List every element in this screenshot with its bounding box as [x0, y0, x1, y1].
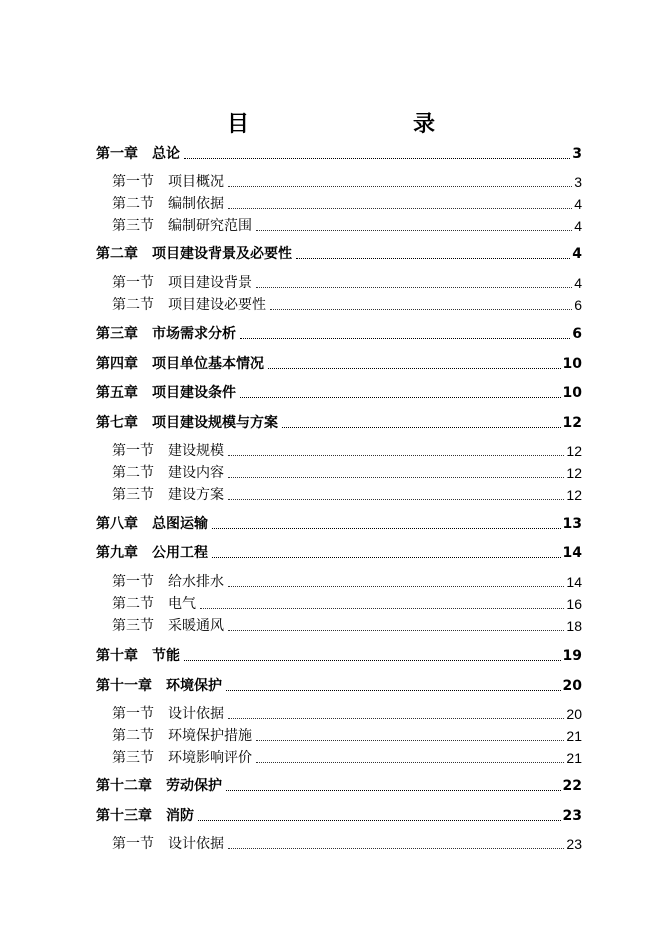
toc-entry-page: 16 — [566, 596, 582, 612]
toc-entry[interactable] — [112, 441, 582, 461]
toc-entry[interactable] — [96, 354, 582, 374]
toc-entry-label: 第十章 节能 — [96, 648, 180, 664]
toc-entry-page: 22 — [562, 778, 582, 794]
toc-entry[interactable] — [112, 194, 582, 214]
toc-entry-label: 第十二章 劳动保护 — [96, 778, 222, 794]
toc-entry-label: 第十一章 环境保护 — [96, 678, 222, 694]
toc-entry-label: 第一节 设计依据 — [112, 836, 224, 852]
toc-entry-label: 第一节 给水排水 — [112, 574, 224, 590]
dot-leader — [212, 528, 561, 529]
toc-entry-page: 4 — [572, 246, 582, 262]
toc-entry-page: 10 — [562, 356, 582, 372]
toc-entry[interactable] — [112, 704, 582, 724]
toc-entry-label: 第三节 编制研究范围 — [112, 218, 252, 234]
toc-entry-page: 21 — [566, 728, 582, 744]
toc-entry-page: 12 — [562, 415, 582, 431]
toc-entry-page: 18 — [566, 618, 582, 634]
toc-entry-label: 第三章 市场需求分析 — [96, 326, 236, 342]
toc-entry[interactable] — [96, 646, 582, 666]
dot-leader — [256, 287, 572, 288]
toc-entry-page: 12 — [566, 487, 582, 503]
toc-entry[interactable] — [112, 726, 582, 746]
toc-entry-page: 4 — [574, 275, 582, 291]
toc-entry[interactable] — [112, 834, 582, 854]
toc-entry-label: 第二节 编制依据 — [112, 196, 224, 212]
toc-entry-page: 12 — [566, 443, 582, 459]
toc-entry-page: 13 — [562, 516, 582, 532]
dot-leader — [282, 427, 561, 428]
toc-entry[interactable] — [112, 616, 582, 636]
dot-leader — [240, 338, 570, 339]
toc-entry[interactable] — [96, 543, 582, 563]
toc-entry[interactable] — [96, 806, 582, 826]
toc-entry-label: 第一节 建设规模 — [112, 443, 224, 459]
dot-leader — [228, 630, 564, 631]
toc-entry[interactable] — [112, 572, 582, 592]
toc-entry[interactable] — [112, 485, 582, 505]
dot-leader — [240, 397, 561, 398]
dot-leader — [228, 586, 564, 587]
toc-entry-label: 第一节 设计依据 — [112, 706, 224, 722]
toc-entry[interactable] — [96, 383, 582, 403]
toc-entry[interactable] — [96, 324, 582, 344]
toc-entry-label: 第八章 总图运输 — [96, 516, 208, 532]
toc-entry-page: 23 — [562, 808, 582, 824]
toc-entry-page: 4 — [574, 196, 582, 212]
toc-entry[interactable] — [96, 413, 582, 433]
dot-leader — [270, 309, 572, 310]
toc-entry-page: 20 — [562, 678, 582, 694]
toc-entry-page: 3 — [572, 146, 582, 162]
toc-entry[interactable] — [112, 594, 582, 614]
toc-entry[interactable] — [112, 463, 582, 483]
toc-entry-label: 第一章 总论 — [96, 146, 180, 162]
toc-entry[interactable] — [96, 514, 582, 534]
toc-entry-label: 第三节 建设方案 — [112, 487, 224, 503]
dot-leader — [228, 186, 572, 187]
dot-leader — [228, 718, 564, 719]
toc-entry-label: 第五章 项目建设条件 — [96, 385, 236, 401]
toc-entry-label: 第二节 项目建设必要性 — [112, 297, 266, 313]
toc-entry-page: 23 — [566, 836, 582, 852]
dot-leader — [228, 208, 572, 209]
toc-entry-label: 第四章 项目单位基本情况 — [96, 356, 264, 372]
toc-entry-label: 第一节 项目概况 — [112, 174, 224, 190]
dot-leader — [256, 762, 564, 763]
toc-entry-page: 19 — [562, 648, 582, 664]
toc-entry[interactable] — [112, 216, 582, 236]
toc-entry[interactable] — [96, 776, 582, 796]
toc-entry-page: 10 — [562, 385, 582, 401]
toc-entry-label: 第三节 环境影响评价 — [112, 750, 252, 766]
toc-entry-label: 第二节 环境保护措施 — [112, 728, 252, 744]
toc-entry[interactable] — [96, 676, 582, 696]
dot-leader — [184, 158, 570, 159]
dot-leader — [228, 848, 564, 849]
toc-entry[interactable] — [96, 144, 582, 164]
toc-entry-page: 6 — [572, 326, 582, 342]
toc-entry[interactable] — [112, 748, 582, 768]
toc-entry-page: 14 — [562, 545, 582, 561]
toc-entry-page: 6 — [574, 297, 582, 313]
toc-entry-label: 第七章 项目建设规模与方案 — [96, 415, 278, 431]
dot-leader — [226, 690, 561, 691]
dot-leader — [256, 740, 564, 741]
toc-entry-label: 第二章 项目建设背景及必要性 — [96, 246, 292, 262]
toc-entry-page: 21 — [566, 750, 582, 766]
toc-entry-page: 14 — [566, 574, 582, 590]
dot-leader — [228, 499, 564, 500]
dot-leader — [256, 230, 572, 231]
toc-title: 目 录 — [226, 112, 475, 137]
dot-leader — [226, 790, 561, 791]
toc-entry-label: 第三节 采暖通风 — [112, 618, 224, 634]
dot-leader — [228, 477, 564, 478]
toc-entry-label: 第二节 建设内容 — [112, 465, 224, 481]
toc-entry[interactable] — [112, 273, 582, 293]
dot-leader — [198, 820, 561, 821]
dot-leader — [228, 455, 564, 456]
toc-entry-label: 第一节 项目建设背景 — [112, 275, 252, 291]
dot-leader — [200, 608, 564, 609]
toc-entry[interactable] — [112, 295, 582, 315]
toc-entry-label: 第十三章 消防 — [96, 808, 194, 824]
dot-leader — [212, 557, 561, 558]
dot-leader — [184, 660, 561, 661]
toc-entry-page: 20 — [566, 706, 582, 722]
toc-entry-page: 3 — [574, 174, 582, 190]
toc-entry-label: 第二节 电气 — [112, 596, 196, 612]
dot-leader — [268, 368, 561, 369]
toc-entry[interactable] — [112, 172, 582, 192]
dot-leader — [296, 258, 570, 259]
toc-entry[interactable] — [96, 244, 582, 264]
toc-entry-page: 4 — [574, 218, 582, 234]
toc-entry-label: 第九章 公用工程 — [96, 545, 208, 561]
toc-entry-page: 12 — [566, 465, 582, 481]
